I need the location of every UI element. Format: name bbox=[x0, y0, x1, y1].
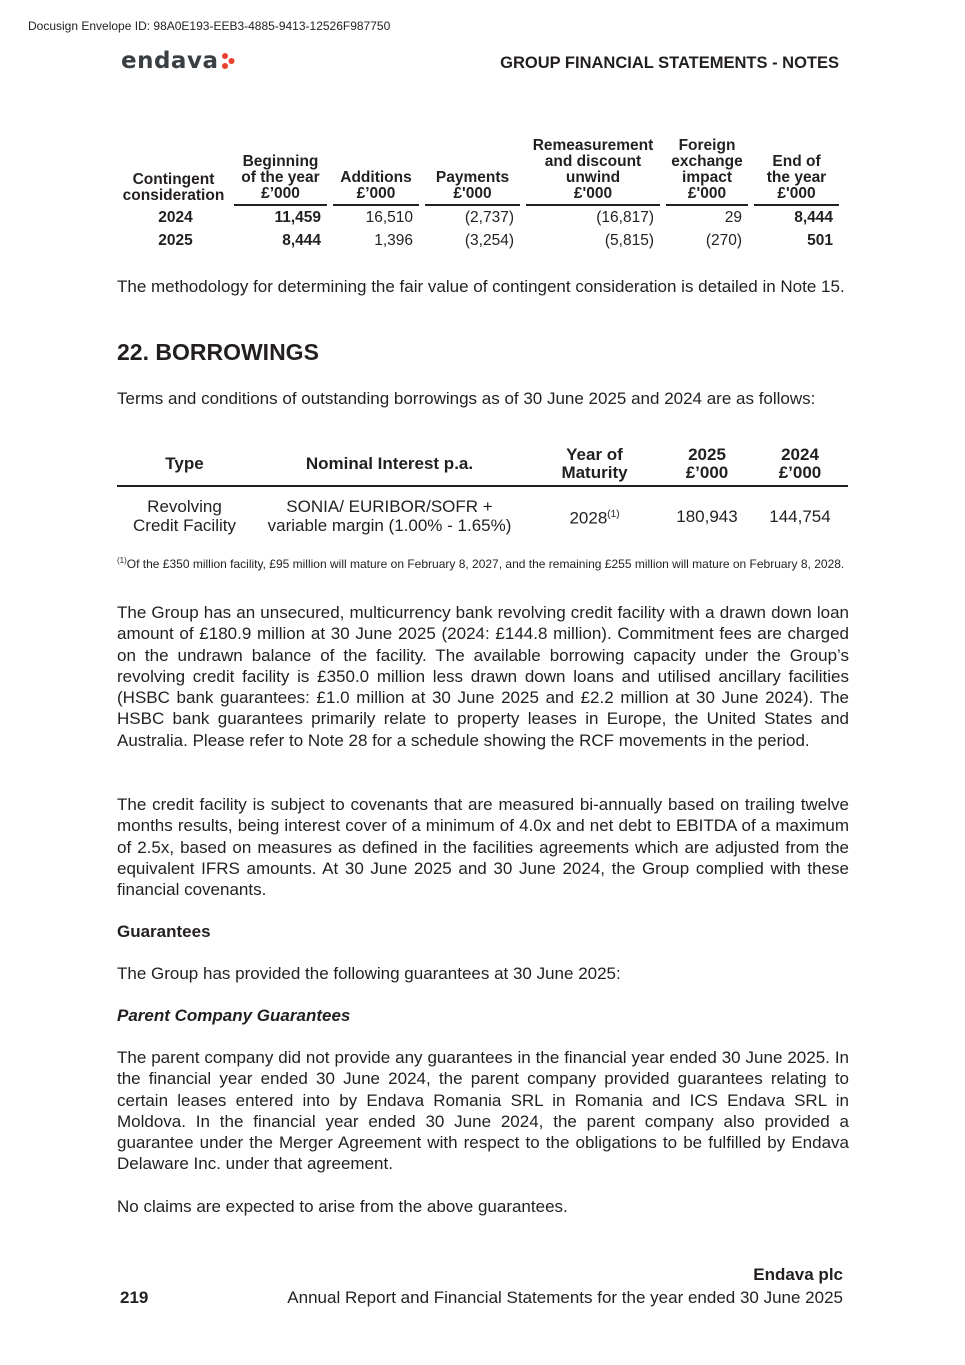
col-header: 2025 £’000 bbox=[662, 446, 752, 487]
col-header: Type bbox=[117, 446, 252, 487]
col-header: Remeasurement and discount unwind £'000 bbox=[526, 138, 660, 206]
guarantees-heading: Guarantees bbox=[117, 922, 211, 941]
table-header-row bbox=[117, 446, 848, 487]
table-row: 2025 8,444 1,396 (3,254) (5,815) (270) 501 bbox=[158, 231, 833, 249]
pcg-paragraph: The parent company did not provide any guarantees in the financial year ended 30 June 2025. In the financial year ended 30 June 2024, the parent company provided guarantees relating to certain leases entered into by Endava Romania SRL in Romania and ICS Endava SRL in Moldova. In the financial year ended 30 June 2024, the parent company also provided a guarantee under the Merger Agreement with respect to the obligations to be fulfilled by Endava Delaware Inc. under that agreement. bbox=[117, 1048, 849, 1174]
borrowings-table bbox=[117, 446, 848, 535]
table-row: 2024 11,459 16,510 (2,737) (16,817) 29 8,444 bbox=[158, 208, 833, 226]
col-header: End of the year £'000 bbox=[754, 138, 839, 206]
rcf-paragraph: The Group has an unsecured, multicurrency bank revolving credit facility with a drawn down loan amount of £180.9 million at 30 June 2025 (2024: £144.8 million). Commitment fees are charged on the undrawn balance of the facility. The available borrowing capacity under the Group’s revolving credit facility is £350.0 million less drawn down loans and utilised ancillary facilities (HSBC bank guarantees: £1.0 million at 30 June 2025 and £2.2 million at 30 June 2024). The HSBC bank guarantees primarily relate to property leases in Europe, the United States and Australia. Please refer to Note 28 for a schedule showing the RCF movements in the period. bbox=[117, 603, 849, 750]
footnote: $^{(1)}$Of the £350 million facility, £95 million will mature on February 8, 2027, and the remaining £255 million will mature on February 8, 2028. bbox=[117, 556, 845, 571]
logo-dots-icon bbox=[221, 53, 235, 69]
terms-text: Terms and conditions of outstanding borrowings as of 30 June 2025 and 2024 are as follows: bbox=[117, 389, 816, 408]
guarantees-intro: The Group has provided the following guarantees at 30 June 2025: bbox=[117, 964, 621, 983]
contingent-consideration-table bbox=[117, 138, 839, 252]
logo-text: endava bbox=[121, 48, 219, 74]
methodology-text: The methodology for determining the fair value of contingent consideration is detailed in Note 15. bbox=[117, 277, 845, 296]
no-claims-text: No claims are expected to arise from the above guarantees. bbox=[117, 1197, 568, 1216]
pcg-heading: Parent Company Guarantees bbox=[117, 1006, 351, 1025]
col-header: Year of Maturity bbox=[527, 446, 662, 487]
page-number: 219 bbox=[120, 1288, 149, 1307]
col-header: Additions £’000 bbox=[333, 138, 419, 206]
section-title: 22. BORROWINGS bbox=[117, 339, 319, 365]
col-header: Nominal Interest p.a. bbox=[252, 446, 527, 487]
footer-company: Endava plc bbox=[753, 1265, 843, 1284]
footer-report-title: Annual Report and Financial Statements for the year ended 30 June 2025 bbox=[287, 1288, 843, 1307]
page-header: GROUP FINANCIAL STATEMENTS - NOTES bbox=[500, 54, 839, 72]
col-header: Payments £'000 bbox=[425, 138, 520, 206]
covenants-paragraph: The credit facility is subject to covenants that are measured bi-annually based on trailing twelve months results, being interest cover of a minimum of 4.0x and net debt to EBITDA of a maximum of 2.5x, based on measures as defined in the facilities agreements which are adjusted from the equivalent IFRS amounts. At 30 June 2025 and 30 June 2024, the Group complied with these financial covenants. bbox=[117, 795, 849, 900]
envelope-id: Docusign Envelope ID: 98A0E193-EEB3-4885-9413-12526F987750 bbox=[28, 19, 391, 33]
col-header: 2024 £’000 bbox=[752, 446, 848, 487]
col-header: Contingent consideration bbox=[122, 171, 225, 204]
table-row: Revolving Credit Facility SONIA/ EURIBOR/SOFR + variable margin (1.00% - 1.65%) 2028$^{(1)}$ 180,943 144,754 bbox=[133, 497, 831, 535]
col-header: Beginning of the year £’000 bbox=[234, 138, 327, 206]
col-header: Foreign exchange impact £'000 bbox=[666, 138, 748, 206]
endava-logo bbox=[121, 48, 235, 74]
table-header-row bbox=[117, 138, 839, 206]
